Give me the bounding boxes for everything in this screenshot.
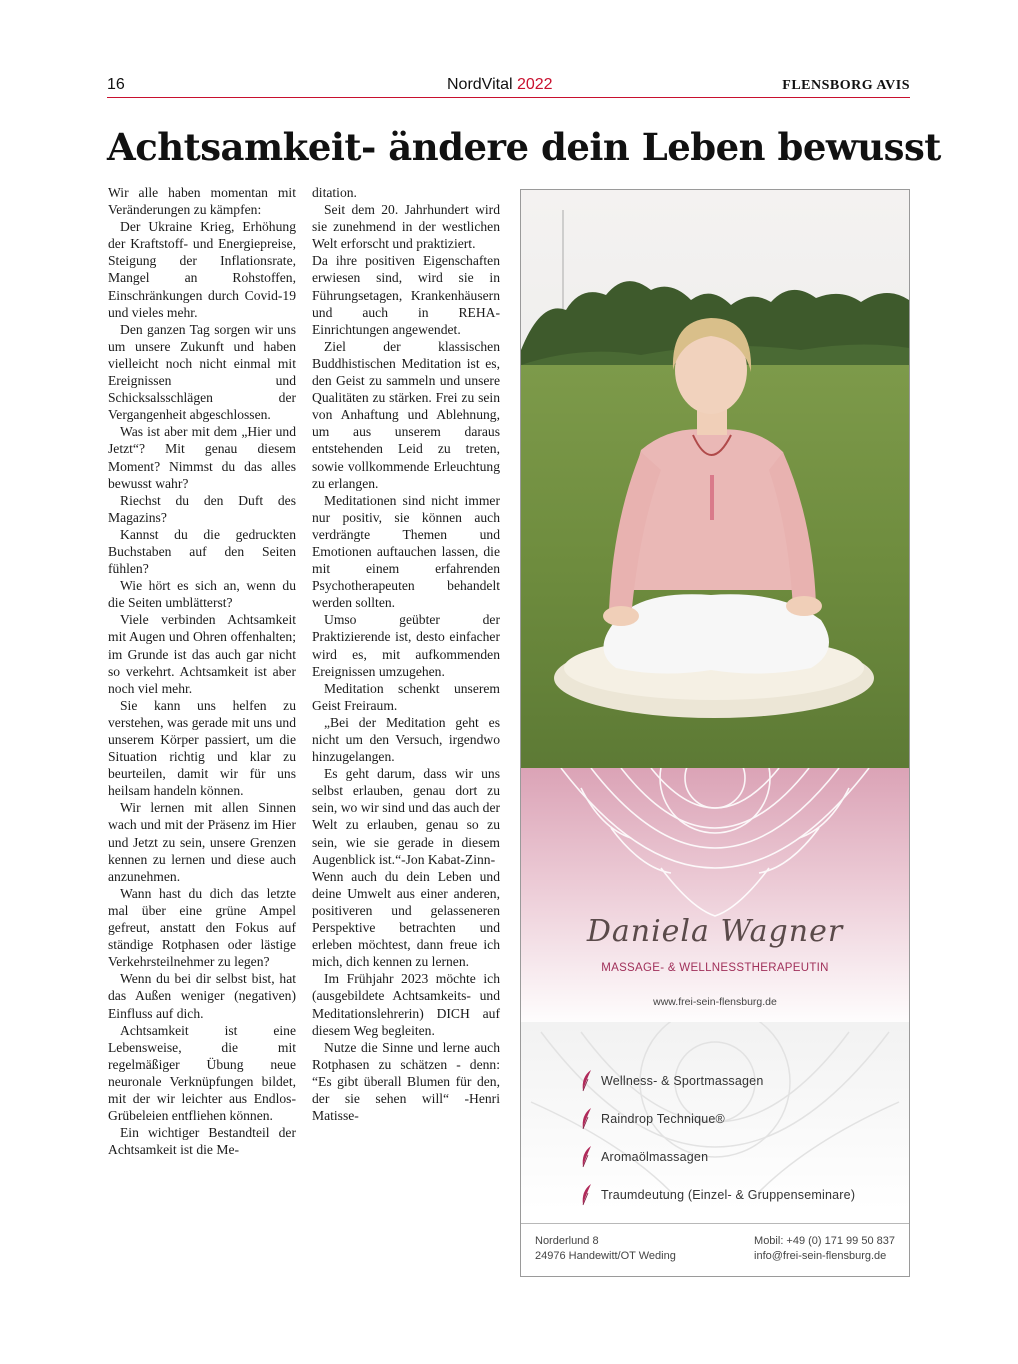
services-list xyxy=(579,1062,889,1214)
feather-icon xyxy=(579,1183,595,1207)
mandala-ornament xyxy=(521,768,909,918)
paragraph: Riechst du den Duft des Magazins? xyxy=(108,492,296,525)
address-city: 24976 Handewitt/OT Weding xyxy=(535,1250,676,1262)
magazine-name: NordVital xyxy=(447,76,513,93)
website-link[interactable]: www.frei-sein-flensburg.de xyxy=(653,996,777,1008)
paragraph: Den ganzen Tag sorgen wir uns um unsere Zukunft und haben vielleicht noch nicht einmal mit Ereignissen und Schicksalsschlägen der Vergangenheit abgeschlossen. xyxy=(108,321,296,423)
paragraph: Ziel der klassischen Buddhistischen Meditation ist es, den Geist zu sammeln und unsere Qualitäten zu stärken. Frei zu sein von Anhaftung und Ablehnung, um aus unserem daraus entstehenden Leid zu treten, sowie vollkommende Erleuchtung zu erlangen. xyxy=(312,338,500,491)
feather-icon xyxy=(579,1069,595,1093)
paragraph: „Bei der Meditation geht es nicht um den Versuch, irgendwo hinzugelangen. xyxy=(312,714,500,765)
paragraph: Achtsamkeit ist eine Lebensweise, die mit regelmäßiger Übung neue neuronale Verknüpfungen bildet, mit der wir leichter aus Endlos-Grübeleien entfliehen können. xyxy=(108,1022,296,1124)
divider xyxy=(521,1223,909,1224)
service-item xyxy=(579,1062,889,1100)
paragraph: Da ihre positiven Eigenschaften erwiesen sind, wird sie in Führungsetagen, Krankenhäusern und auch in REHA- Einrichtungen angewendet. xyxy=(312,253,500,337)
contact-block xyxy=(754,1234,895,1264)
job-title: MASSAGE- & WELLNESSTHERAPEUTIN xyxy=(601,962,829,974)
service-item xyxy=(579,1138,889,1176)
paragraph: Wir lernen mit allen Sinnen wach und mit der Präsenz im Hier und Jetzt zu sein, unsere Grenzen kennen zu lernen und diese auch anzunehmen. xyxy=(108,800,296,884)
publisher-logo: FLENSBORG AVIS xyxy=(782,78,910,93)
service-label: Aromaölmassagen xyxy=(601,1150,709,1164)
magazine-year: 2022 xyxy=(516,76,553,93)
paragraph: Sie kann uns helfen zu verstehen, was gerade mit uns und unserem Körper passiert, um die Situation richtig und klar zu beurteilen, damit wir für uns heilsam handeln können. xyxy=(108,697,296,799)
paragraph: Kannst du die gedruckten Buchstaben auf den Seiten fühlen? xyxy=(108,526,296,577)
phone-number[interactable]: Mobil: +49 (0) 171 99 50 837 xyxy=(754,1235,895,1247)
address-block xyxy=(535,1234,676,1264)
service-item xyxy=(579,1100,889,1138)
paragraph: Wie hört es sich an, wenn du die Seiten umblätterst? xyxy=(108,578,296,611)
paragraph: Es geht darum, dass wir uns selbst erlauben, genau dort zu sein, wo wir sind und das auch der Welt zu erlauben, genau so zu sein, wie sie gerade in diesem Augenblick ist.“-Jon Kabat-Zinn- xyxy=(312,766,501,867)
service-label: Wellness- & Sportmassagen xyxy=(601,1074,764,1088)
meditation-photo xyxy=(521,190,909,768)
paragraph: ditation. xyxy=(312,185,357,200)
advertisement xyxy=(520,189,910,1277)
service-item xyxy=(579,1176,889,1214)
email-link[interactable]: info@frei-sein-flensburg.de xyxy=(754,1250,887,1262)
article-column-1 xyxy=(108,184,296,1158)
paragraph: Was ist aber mit dem „Hier und Jetzt“? Mit genau diesem Moment? Nimmst du das alles bewusst wahr? xyxy=(108,424,296,491)
paragraph: Seit dem 20. Jahrhundert wird sie zunehmend in der westlichen Welt erforscht und praktiziert. xyxy=(312,202,500,252)
paragraph: Wir alle haben momentan mit Veränderungen zu kämpfen: xyxy=(108,185,296,218)
feather-icon xyxy=(579,1145,595,1169)
paragraph: Im Frühjahr 2023 möchte ich (ausgebildete Achtsamkeits- und Meditationslehrerin) DICH auf diesem Weg begleiten. xyxy=(312,971,500,1038)
address-street: Norderlund 8 xyxy=(535,1235,599,1247)
signature-logo: Daniela Wagner xyxy=(586,914,844,949)
page-header xyxy=(107,76,910,98)
paragraph: Wenn du bei dir selbst bist, hat das Außen weniger (negativen) Einfluss auf dich. xyxy=(108,971,296,1021)
paragraph: Wenn auch du dein Leben und deine Umwelt aus einer anderen, positiveren und gelasseneren Perspektive betrachten und erleben möchtest, dann freue ich mich, dich kennen zu lernen. xyxy=(312,868,500,970)
page-number: 16 xyxy=(107,76,125,93)
article-column-2 xyxy=(312,184,500,1124)
paragraph: Ein wichtiger Bestandteil der Achtsamkeit ist die Me- xyxy=(108,1125,296,1158)
paragraph: Nutze die Sinne und lerne auch Rotphasen zu schätzen - denn: “Es gibt überall Blumen für den, der sie sehen will“ -Henri Matisse- xyxy=(312,1039,500,1124)
service-label: Traumdeutung (Einzel- & Gruppenseminare) xyxy=(601,1188,856,1202)
paragraph: Der Ukraine Krieg, Erhöhung der Kraftstoff- und Energiepreise, Steigung der Inflationsrate, Mangel an Rohstoffen, Einschränkungen durch Covid-19 und vieles mehr. xyxy=(108,219,296,320)
paragraph: Meditation schenkt unserem Geist Freiraum. xyxy=(312,680,500,713)
paragraph: Viele verbinden Achtsamkeit mit Augen und Ohren offenhalten; im Grunde ist das auch gar nicht so verkehrt. Achtsamkeit ist aber noch viel mehr. xyxy=(108,612,296,696)
magazine-title xyxy=(447,76,577,94)
meditation-photo-illustration xyxy=(521,190,909,768)
paragraph: Umso geübter der Praktizierende ist, desto einfacher wird es, mit aufkommenden Ereignissen umzugehen. xyxy=(312,612,500,679)
service-label: Raindrop Technique® xyxy=(601,1112,725,1126)
paragraph: Wann hast du dich das letzte mal über eine grüne Ampel gefreut, anstatt den Fokus auf ständige Rotphasen oder lästige Verkehrsteilnehmer zu legen? xyxy=(108,885,296,970)
feather-icon xyxy=(579,1107,595,1131)
article-headline: Achtsamkeit- ändere dein Leben bewusst xyxy=(107,125,941,169)
paragraph: Meditationen sind nicht immer nur positiv, sie können auch verdrängte Themen und Emotionen auftauchen lassen, die mit einem erfahrenden Psychotherapeuten behandelt werden sollten. xyxy=(312,492,500,611)
